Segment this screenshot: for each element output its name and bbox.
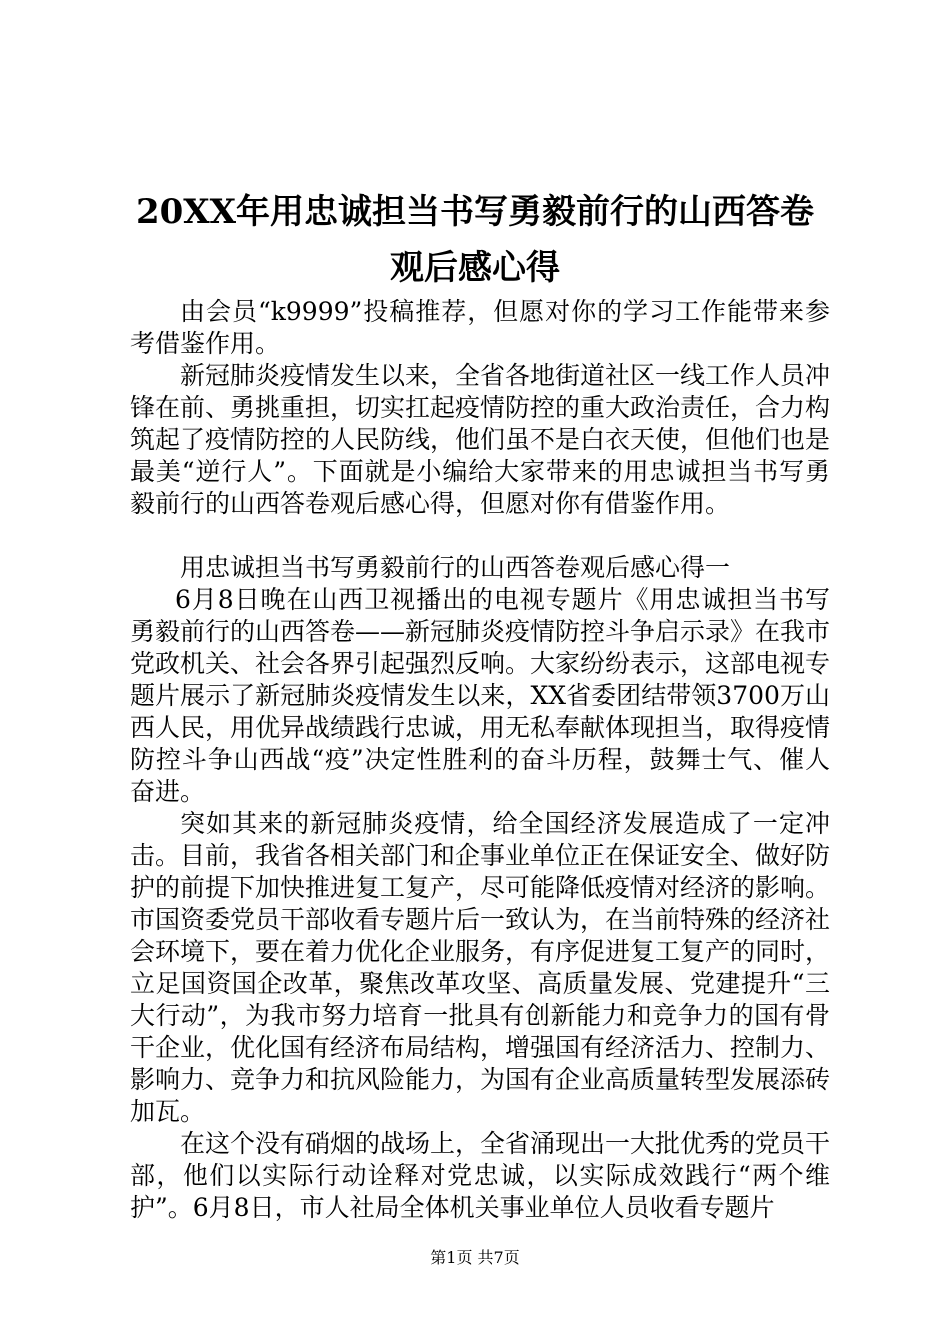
section-paragraph: 6月8日晚在山西卫视播出的电视专题片《用忠诚担当书写勇毅前行的山西答卷——新冠肺炎疫情防控斗争启示录》在我市党政机关、社会各界引起强烈反响。大家纷纷表示，这部电视专题片展示了新冠肺炎疫情发生以来，XX省委团结带领3700万山西人民，用优异战绩践行忠诚，用无私奉献体现担当，取得疫情防控斗争山西战“疫”决定性胜利的奋斗历程，鼓舞士气、催人奋进。 bbox=[130, 585, 831, 806]
section-paragraph: 突如其来的新冠肺炎疫情，给全国经济发展造成了一定冲击。目前，我省各相关部门和企事业单位正在保证安全、做好防护的前提下加快推进复工复产，尽可能降低疫情对经济的影响。市国资委党员干部收看专题片后一致认为，在当前特殊的经济社会环境下，要在着力优化企业服务，有序促进复工复产的同时，立足国资国企改革，聚焦改革攻坚、高质量发展、党建提升“三大行动”，为我市努力培育一批具有创新能力和竞争力的国有骨干企业，优化国有经济布局结构，增强国有经济活力、控制力、影响力、竞争力和抗风险能力，为国有企业高质量转型发展添砖加瓦。 bbox=[130, 809, 831, 1126]
section-paragraph: 在这个没有硝烟的战场上，全省涌现出一大批优秀的党员干部，他们以实际行动诠释对党忠诚，以实际成效践行“两个维护”。6月8日，市人社局全体机关事业单位人员收看专题片 bbox=[130, 1129, 831, 1222]
intro-paragraph: 新冠肺炎疫情发生以来，全省各地街道社区一线工作人员冲锋在前、勇挑重担，切实扛起疫情防控的重大政治责任，合力构筑起了疫情防控的人民防线，他们虽不是白衣天使，但他们也是最美“逆行人”。下面就是小编给大家带来的用忠诚担当书写勇毅前行的山西答卷观后感心得，但愿对你有借鉴作用。 bbox=[130, 361, 831, 518]
document-title-line-1: 20XX年用忠诚担当书写勇毅前行的山西答卷 bbox=[135, 192, 815, 232]
intro-paragraph: 由会员“k9999”投稿推荐，但愿对你的学习工作能带来参考借鉴作用。 bbox=[130, 297, 830, 358]
page-number-footer: 第1页 共7页 bbox=[430, 1248, 520, 1267]
document-body bbox=[130, 296, 830, 1224]
paragraph-spacer bbox=[130, 520, 830, 552]
section-heading: 用忠诚担当书写勇毅前行的山西答卷观后感心得一 bbox=[180, 553, 731, 582]
document-title-line-2: 观后感心得 bbox=[390, 248, 560, 288]
